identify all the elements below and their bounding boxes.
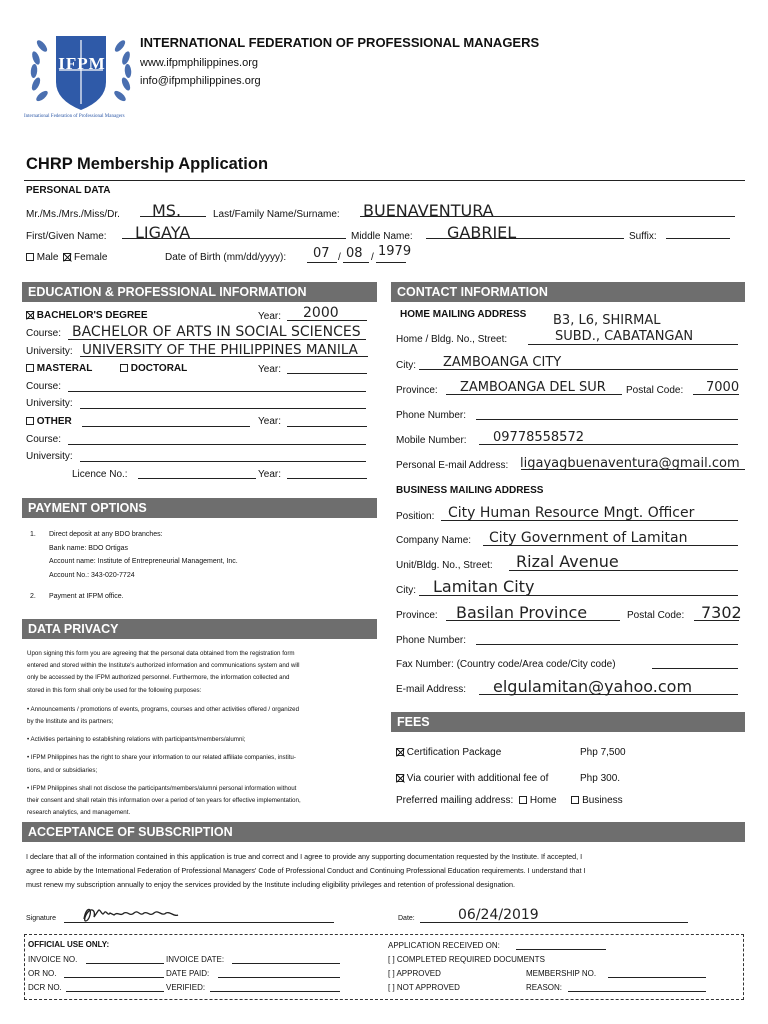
logo-text: IFPM bbox=[58, 54, 106, 73]
bachelor-course-value[interactable]: BACHELOR OF ARTS IN SOCIAL SCIENCES bbox=[72, 324, 361, 340]
male-label: Male bbox=[36, 252, 59, 263]
middle-name-label: Middle Name: bbox=[351, 231, 413, 242]
last-name-label: Last/Family Name/Surname: bbox=[213, 209, 340, 220]
org-website: www.ifpmphilippines.org bbox=[140, 57, 258, 69]
account-name: Account name: Institute of Entrepreneurial Management, Inc. bbox=[49, 558, 238, 565]
doctoral-checkbox[interactable] bbox=[120, 364, 128, 372]
payment-option-2: Payment at IFPM office. bbox=[49, 593, 124, 600]
business-city-label: City: bbox=[396, 585, 416, 596]
bachelor-year-value[interactable]: 2000 bbox=[303, 305, 339, 321]
account-number: Account No.: 343-020-7724 bbox=[49, 572, 135, 579]
business-postal-label: Postal Code: bbox=[627, 610, 685, 621]
home-province-value[interactable]: ZAMBOANGA DEL SUR bbox=[460, 380, 606, 395]
home-postal-value[interactable]: 7000 bbox=[706, 380, 740, 395]
courier-price: Php 300. bbox=[580, 773, 621, 784]
fees-header: FEES bbox=[391, 712, 745, 732]
logo-caption: International Federation of Professional Managers bbox=[24, 114, 125, 119]
bachelor-row bbox=[26, 310, 148, 321]
fax-label: Fax Number: (Country code/Area code/City code) bbox=[396, 659, 616, 670]
org-name: INTERNATIONAL FEDERATION OF PROFESSIONAL MANAGERS bbox=[140, 35, 540, 50]
bachelor-checkbox[interactable] bbox=[26, 311, 34, 319]
contact-header: CONTACT INFORMATION bbox=[391, 282, 745, 302]
privacy-text: Upon signing this form you are agreeing that the personal data obtained from the registration form entered and stored within the Institute's authorized information and communications system and will only be accessed by the IFPM authorized personnel. Furthermore, the information collected and stored in this form shall only be used for the following purposes: • Announcements / promotions of events, programs, courses and other activities offered / organized by the Institute and its partners; • Activities pertaining to establishing relations with participants/members/alumni; • IFPM Philippines has the right to share your information to our related affiliate companies, institu- tions, and or subsidiaries; • IFPM Philippines shall not disclose the participants/members/alumni personal information without their consent and shall retain this information over a period of ten years for effective implementation, research analytics, and management. bbox=[27, 650, 301, 817]
courier-row bbox=[396, 773, 548, 784]
acceptance-text: I declare that all of the information contained in this application is true and correct and I agree to provide any supporting documentation requested by the Institute. If accepted, I agree to abide by the International Federation of Professional Managers' Code of Professional Conduct and Continuing Professional Education requirements. I understand that I must renew my subscription annually to enjoy the services provided by the Institute including eligibility privileges and retention of professional designation. bbox=[26, 852, 586, 889]
unit-value[interactable]: Rizal Avenue bbox=[516, 552, 619, 571]
licence-label: Licence No.: bbox=[72, 469, 128, 480]
official-use-title: OFFICIAL USE ONLY: bbox=[28, 940, 110, 949]
dob-label: Date of Birth (mm/dd/yyyy): bbox=[165, 252, 287, 263]
doctoral-row: DOCTORAL bbox=[120, 363, 187, 374]
bank-name: Bank name: BDO Ortigas bbox=[49, 545, 128, 552]
bachelor-year-label: Year: bbox=[258, 311, 281, 322]
business-postal-value[interactable]: 7302 bbox=[701, 603, 742, 622]
mail-business-checkbox[interactable] bbox=[571, 796, 579, 804]
home-street-value-1[interactable]: B3, L6, SHIRMAL bbox=[553, 313, 661, 328]
university-label: University: bbox=[26, 346, 73, 357]
business-province-label: Province: bbox=[396, 610, 438, 621]
position-value[interactable]: City Human Resource Mngt. Officer bbox=[448, 505, 695, 521]
dob-day[interactable]: 08 bbox=[346, 246, 363, 261]
title-label: Mr./Ms./Mrs./Miss/Dr. bbox=[26, 209, 120, 220]
dob-year[interactable]: 1979 bbox=[378, 244, 412, 259]
privacy-header: DATA PRIVACY bbox=[22, 619, 377, 639]
page-title: CHRP Membership Application bbox=[26, 155, 269, 173]
bachelor-label: BACHELOR'S DEGREE bbox=[36, 310, 148, 321]
signature-label: Signature bbox=[26, 915, 56, 922]
home-city-label: City: bbox=[396, 360, 416, 371]
course-label: Course: bbox=[26, 328, 62, 339]
cert-package-price: Php 7,500 bbox=[580, 747, 626, 758]
mobile-value[interactable]: 09778558572 bbox=[493, 430, 584, 445]
business-province-value[interactable]: Basilan Province bbox=[456, 603, 588, 622]
personal-email-label: Personal E-mail Address: bbox=[396, 460, 509, 471]
first-name-value[interactable]: LIGAYA bbox=[135, 223, 191, 242]
cert-package-row bbox=[396, 747, 501, 758]
ifpm-logo bbox=[22, 26, 140, 124]
business-email-label: E-mail Address: bbox=[396, 684, 467, 695]
preferred-mailing-row: Preferred mailing address: Home Business bbox=[396, 795, 623, 806]
masteral-row: MASTERAL bbox=[26, 363, 92, 374]
mobile-label: Mobile Number: bbox=[396, 435, 467, 446]
home-phone-label: Phone Number: bbox=[396, 410, 467, 421]
title-value[interactable]: MS. bbox=[152, 201, 182, 220]
middle-name-value[interactable]: GABRIEL bbox=[447, 223, 517, 242]
female-label: Female bbox=[74, 252, 108, 263]
bachelor-university-value[interactable]: UNIVERSITY OF THE PHILIPPINES MANILA bbox=[82, 342, 358, 358]
signature-drawing bbox=[80, 903, 190, 925]
home-street-label: Home / Bldg. No., Street: bbox=[396, 334, 508, 345]
female-checkbox[interactable] bbox=[63, 253, 71, 261]
payment-header: PAYMENT OPTIONS bbox=[22, 498, 377, 518]
position-label: Position: bbox=[396, 511, 435, 522]
courier-label: Via courier with additional fee of bbox=[406, 773, 549, 784]
business-address-heading: BUSINESS MAILING ADDRESS bbox=[396, 485, 544, 496]
cert-package-checkbox[interactable] bbox=[396, 748, 404, 756]
courier-checkbox[interactable] bbox=[396, 774, 404, 782]
other-checkbox[interactable] bbox=[26, 417, 34, 425]
personal-email-value[interactable]: ligayagbuenaventura@gmail.com bbox=[520, 456, 740, 471]
male-checkbox[interactable] bbox=[26, 253, 34, 261]
last-name-value[interactable]: BUENAVENTURA bbox=[363, 201, 494, 220]
date-value[interactable]: 06/24/2019 bbox=[458, 907, 539, 923]
business-email-value[interactable]: elgulamitan@yahoo.com bbox=[493, 677, 693, 696]
gender-group bbox=[26, 252, 107, 263]
mail-home-checkbox[interactable] bbox=[519, 796, 527, 804]
title-divider bbox=[24, 180, 745, 181]
first-name-label: First/Given Name: bbox=[26, 231, 107, 242]
acceptance-header: ACCEPTANCE OF SUBSCRIPTION bbox=[22, 822, 745, 842]
suffix-label: Suffix: bbox=[629, 231, 657, 242]
business-city-value[interactable]: Lamitan City bbox=[433, 577, 535, 596]
business-phone-label: Phone Number: bbox=[396, 635, 467, 646]
company-value[interactable]: City Government of Lamitan bbox=[489, 530, 688, 546]
education-header: EDUCATION & PROFESSIONAL INFORMATION bbox=[22, 282, 377, 302]
home-street-value-2[interactable]: SUBD., CABATANGAN bbox=[555, 329, 694, 344]
home-city-value[interactable]: ZAMBOANGA CITY bbox=[443, 355, 562, 370]
other-row: OTHER bbox=[26, 416, 72, 427]
home-postal-label: Postal Code: bbox=[626, 385, 684, 396]
unit-label: Unit/Bldg. No., Street: bbox=[396, 560, 493, 571]
home-address-heading: HOME MAILING ADDRESS bbox=[400, 309, 527, 320]
company-label: Company Name: bbox=[396, 535, 472, 546]
date-label: Date: bbox=[398, 915, 415, 922]
masteral-checkbox[interactable] bbox=[26, 364, 34, 372]
home-province-label: Province: bbox=[396, 385, 438, 396]
personal-data-heading: PERSONAL DATA bbox=[26, 185, 111, 196]
payment-option-1: Direct deposit at any BDO branches: bbox=[49, 531, 163, 538]
org-email: info@ifpmphilippines.org bbox=[140, 75, 261, 87]
cert-package-label: Certification Package bbox=[406, 747, 502, 758]
dob-month[interactable]: 07 bbox=[313, 246, 330, 261]
